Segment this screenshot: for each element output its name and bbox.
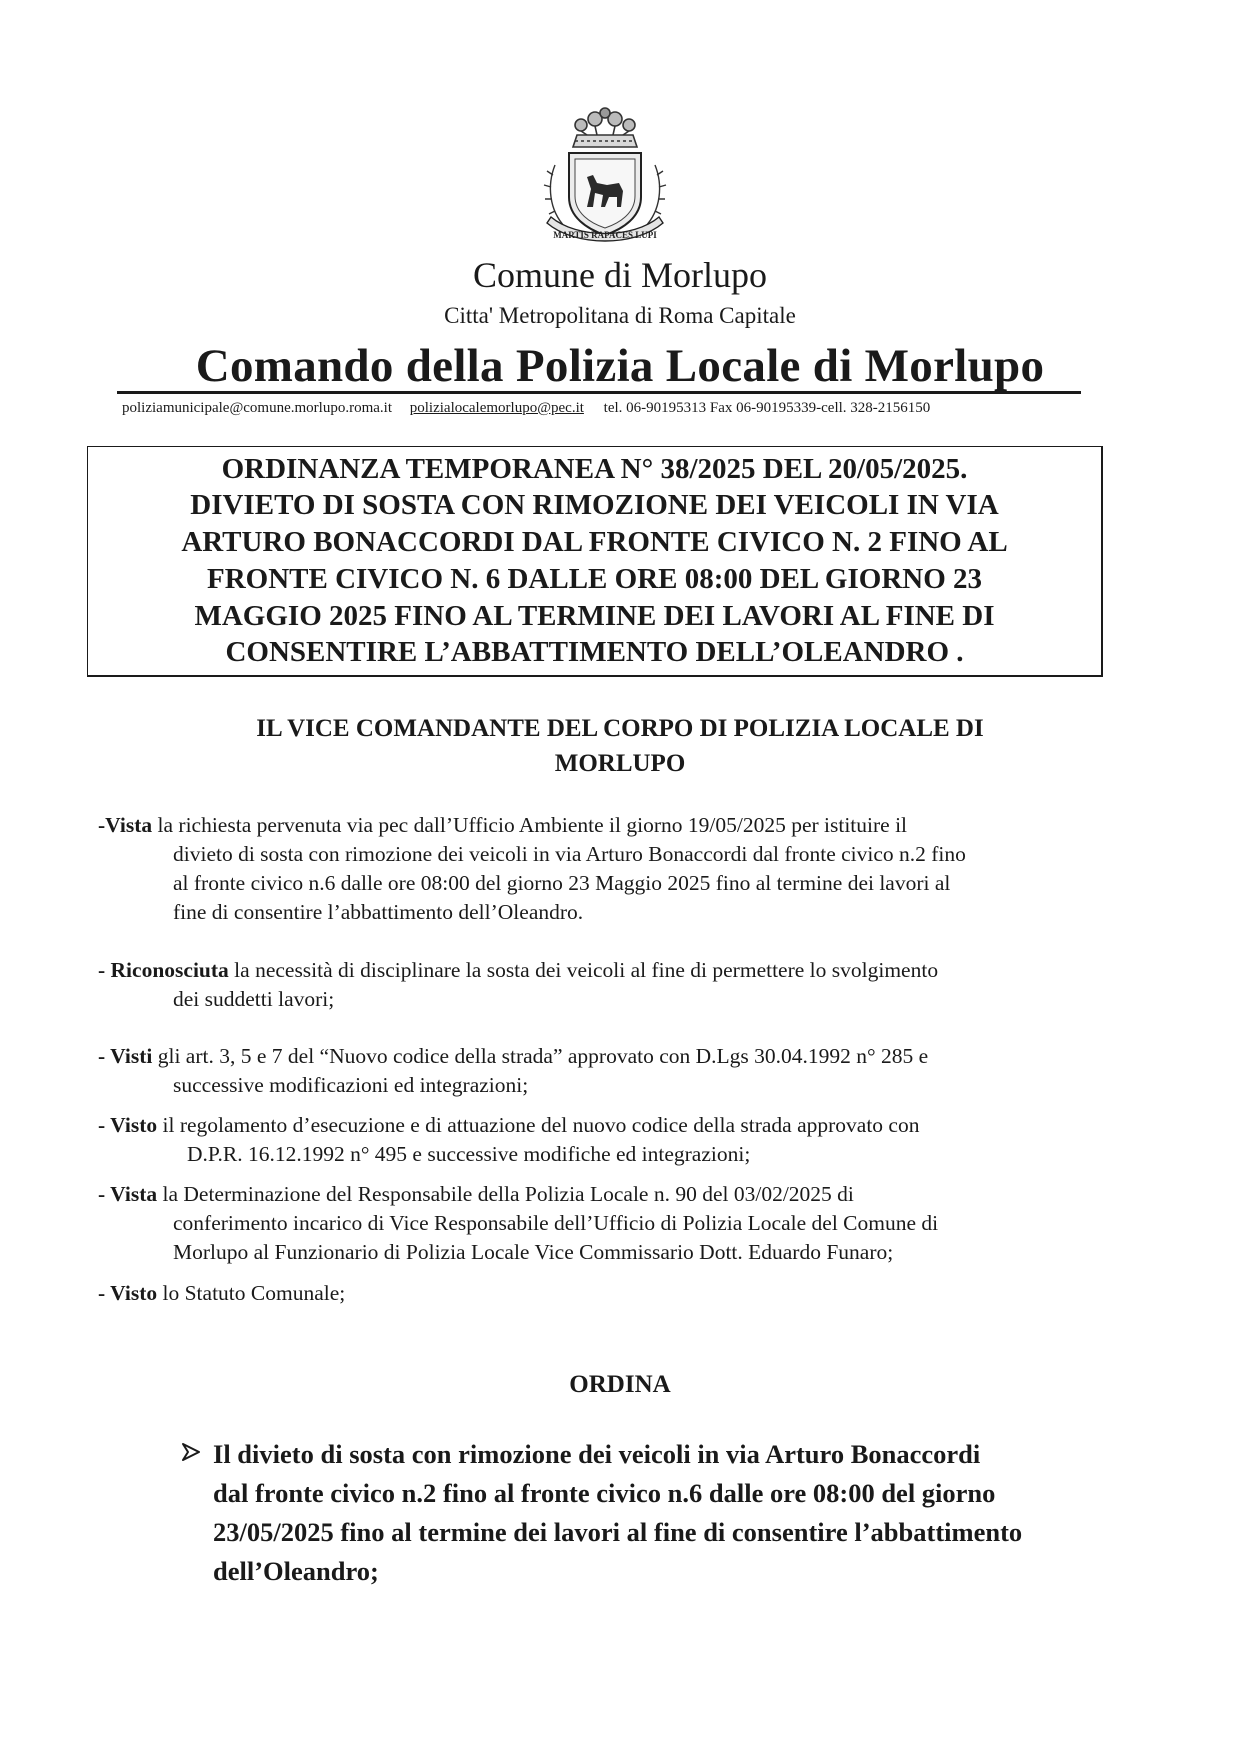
premise-line: conferimento incarico di Vice Responsabile dell’Ufficio di Polizia Locale del Comune di: [173, 1211, 939, 1235]
premise-line: - Visto il regolamento d’esecuzione e di attuazione del nuovo codice della strada approvato con: [98, 1113, 920, 1137]
metro-area-name: Citta' Metropolitana di Roma Capitale: [444, 303, 796, 328]
premise-lead: - Visto: [98, 1281, 158, 1305]
arrowhead-bullet-icon: [180, 1441, 202, 1463]
premise-line: D.P.R. 16.12.1992 n° 495 e successive modifiche ed integrazioni;: [187, 1142, 751, 1166]
premise-lead: -Vista: [98, 813, 153, 837]
order-line: Il divieto di sosta con rimozione dei veicoli in via Arturo Bonaccordi: [213, 1439, 981, 1469]
municipality-name: Comune di Morlupo: [473, 255, 767, 295]
pec-address[interactable]: polizialocalemorlupo@pec.it: [409, 400, 584, 416]
premise-line: - Visti gli art. 3, 5 e 7 del “Nuovo codice della strada” approvato con D.Lgs 30.04.1992 n° 285 e: [98, 1044, 929, 1068]
premise-line: fine di consentire l’abbattimento dell’Oleandro.: [173, 900, 584, 924]
order-heading: ORDINA: [569, 1371, 671, 1398]
municipal-crest-icon: [535, 105, 675, 255]
premise-lead: - Vista: [98, 1182, 158, 1206]
command-underline: [117, 391, 1081, 394]
order-line: dell’Oleandro;: [213, 1556, 379, 1586]
premise-lead: - Visti: [98, 1044, 153, 1068]
crest-motto: MARTIS RAPACES LUPI: [553, 230, 657, 240]
ordinance-title-line: DIVIETO DI SOSTA CON RIMOZIONE DEI VEICOLI IN VIA: [190, 489, 999, 521]
ordinance-title-line: ORDINANZA TEMPORANEA N° 38/2025 DEL 20/05/2025.: [221, 453, 968, 485]
premise-line: - Riconosciuta la necessità di disciplinare la sosta dei veicoli al fine di permettere lo svolgimento: [98, 958, 939, 982]
premise-line: successive modificazioni ed integrazioni;: [173, 1073, 529, 1097]
ordinance-title-box: [87, 446, 1103, 677]
command-title: Comando della Polizia Locale di Morlupo: [195, 340, 1045, 392]
premise-line: divieto di sosta con rimozione dei veicoli in via Arturo Bonaccordi dal fronte civico n.2 fino: [173, 842, 966, 866]
issuer-heading: MORLUPO: [554, 750, 686, 777]
order-line: 23/05/2025 fino al termine dei lavori al fine di consentire l’abbattimento: [213, 1517, 1023, 1547]
contact-line: [122, 398, 1082, 418]
issuer-heading: IL VICE COMANDANTE DEL CORPO DI POLIZIA LOCALE DI: [256, 715, 984, 742]
ordinance-title-line: MAGGIO 2025 FINO AL TERMINE DEI LAVORI AL FINE DI: [194, 600, 995, 632]
premise-line: - Vista la Determinazione del Responsabile della Polizia Locale n. 90 del 03/02/2025 di: [98, 1182, 854, 1206]
premise-line: Morlupo al Funzionario di Polizia Locale Vice Commissario Dott. Eduardo Funaro;: [173, 1240, 894, 1264]
ordinance-title-line: CONSENTIRE L’ABBATTIMENTO DELL’OLEANDRO .: [225, 636, 964, 668]
ordinance-title-line: ARTURO BONACCORDI DAL FRONTE CIVICO N. 2 FINO AL: [181, 526, 1008, 558]
order-line: dal fronte civico n.2 fino al fronte civico n.6 dalle ore 08:00 del giorno: [213, 1478, 996, 1508]
premise-line: - Visto lo Statuto Comunale;: [98, 1281, 346, 1305]
ordinance-title-line: FRONTE CIVICO N. 6 DALLE ORE 08:00 DEL GIORNO 23: [206, 563, 983, 595]
premise-line: al fronte civico n.6 dalle ore 08:00 del giorno 23 Maggio 2025 fino al termine dei lavori al: [173, 871, 951, 895]
premise-lead: - Visto: [98, 1113, 158, 1137]
premise-lead: - Riconosciuta: [98, 958, 229, 982]
email-address[interactable]: poliziamunicipale@comune.morlupo.roma.it: [122, 400, 392, 416]
premise-line: -Vista la richiesta pervenuta via pec dall’Ufficio Ambiente il giorno 19/05/2025 per istituire il: [98, 813, 908, 837]
phone-numbers: tel. 06-90195313 Fax 06-90195339-cell. 328-2156150: [603, 400, 931, 416]
premise-line: dei suddetti lavori;: [173, 987, 335, 1011]
